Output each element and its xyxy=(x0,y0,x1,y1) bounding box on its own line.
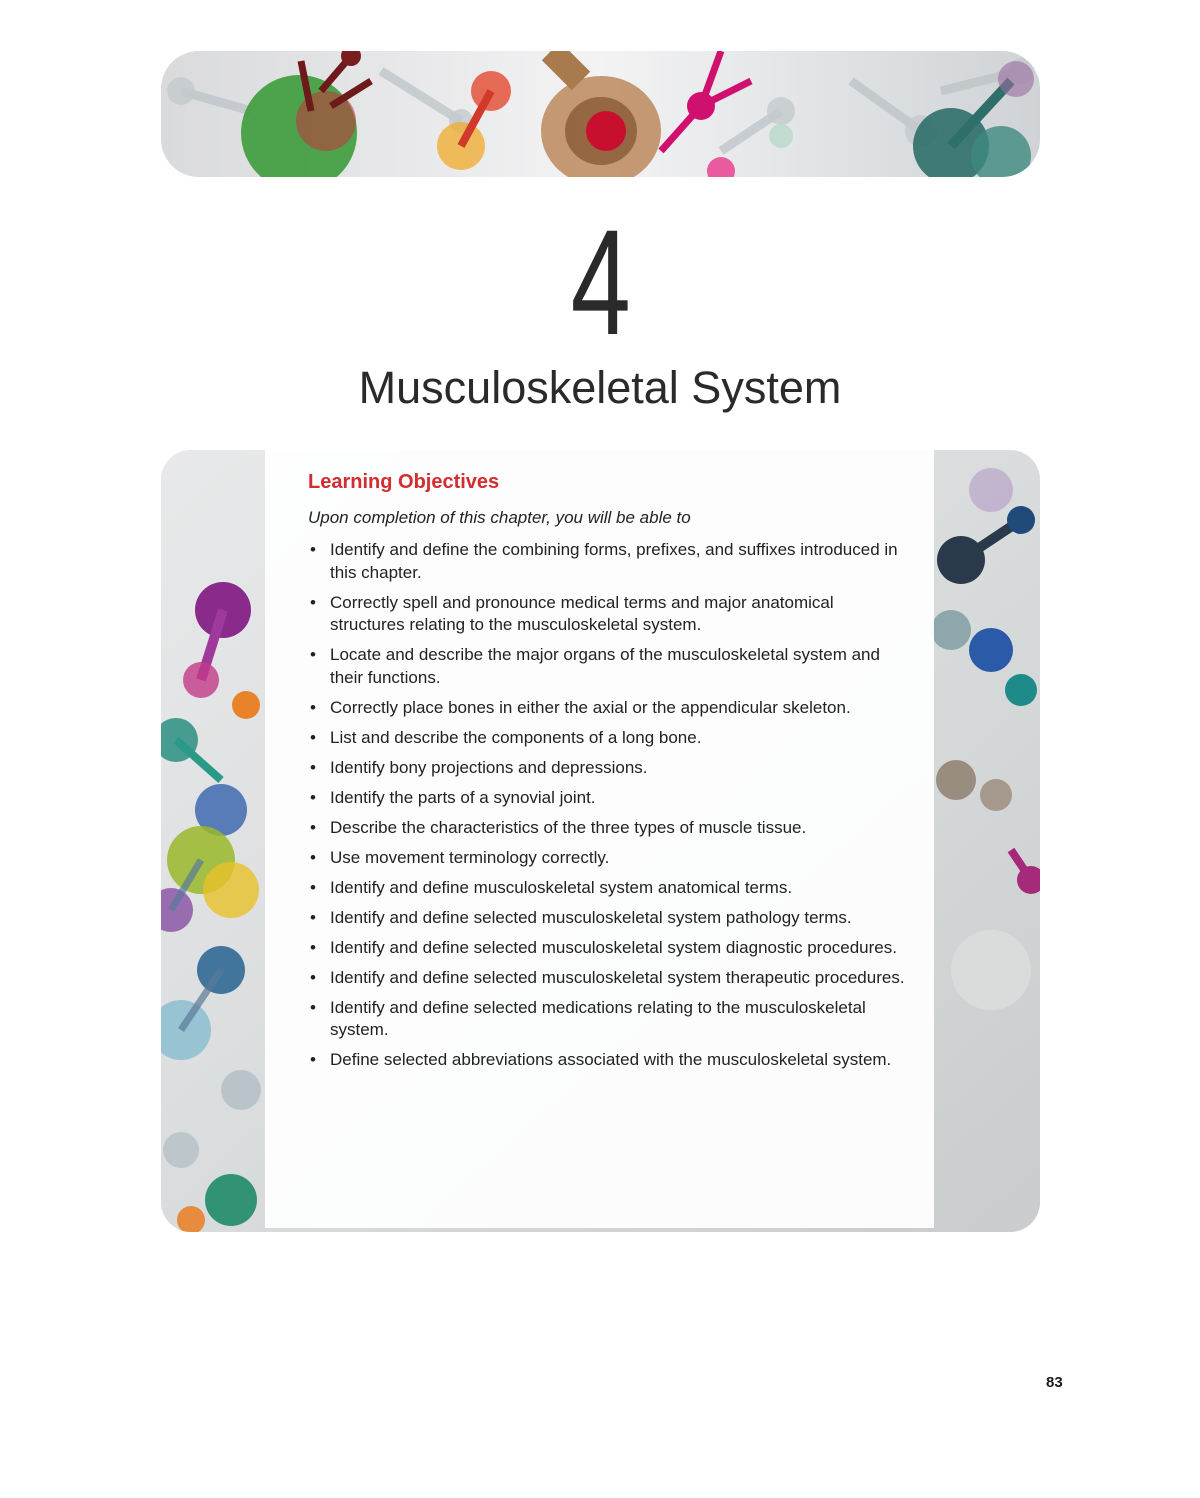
objective-item: • Describe the characteristics of the three types of muscle tissue. xyxy=(308,817,908,840)
objective-item: • Identify and define selected medications relating to the musculoskeletal system. xyxy=(308,997,908,1042)
objectives-heading: Learning Objectives xyxy=(308,471,500,493)
page-number: 83 xyxy=(1046,1374,1063,1391)
objective-item: • Define selected abbreviations associated with the musculoskeletal system. xyxy=(308,1049,908,1072)
objective-item: • Identify and define selected musculoskeletal system therapeutic procedures. xyxy=(308,967,908,990)
objective-item: • Identify the parts of a synovial joint. xyxy=(308,787,908,810)
objective-item: • Correctly place bones in either the axial or the appendicular skeleton. xyxy=(308,697,908,720)
chapter-title: Musculoskeletal System xyxy=(358,362,842,413)
chapter-number: 4 xyxy=(570,198,630,366)
objective-item: • Use movement terminology correctly. xyxy=(308,847,908,870)
molecule-banner-image xyxy=(161,51,1040,177)
objective-item: • List and describe the components of a long bone. xyxy=(308,727,908,750)
objective-item: • Identify and define musculoskeletal system anatomical terms. xyxy=(308,877,908,900)
objectives-intro: Upon completion of this chapter, you will be able to xyxy=(308,508,691,527)
objective-item: • Identify and define selected musculoskeletal system diagnostic procedures. xyxy=(308,937,908,960)
objective-item: • Locate and describe the major organs of the musculoskeletal system and their functions. xyxy=(308,644,908,689)
objectives-card xyxy=(265,450,934,1228)
objective-item: • Identify bony projections and depressions. xyxy=(308,757,908,780)
objective-item: • Identify and define selected musculoskeletal system pathology terms. xyxy=(308,907,908,930)
molecule-banner-art xyxy=(161,51,1040,177)
objective-item: • Identify and define the combining forms, prefixes, and suffixes introduced in this chapter. xyxy=(308,539,908,584)
objective-item: • Correctly spell and pronounce medical terms and major anatomical structures relating to the musculoskeletal system. xyxy=(308,592,908,637)
objectives-panel xyxy=(161,450,1040,1232)
objectives-list xyxy=(308,539,908,1079)
